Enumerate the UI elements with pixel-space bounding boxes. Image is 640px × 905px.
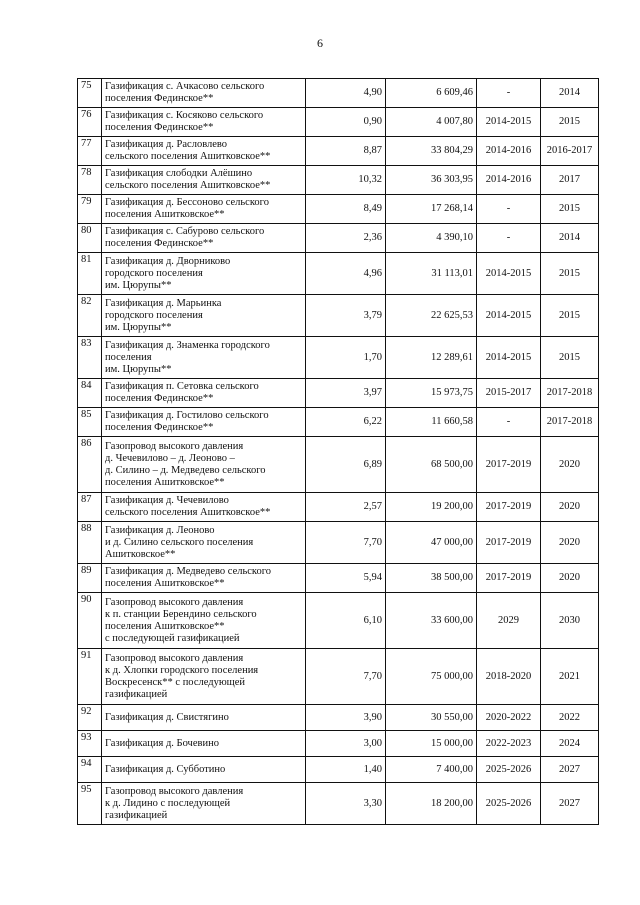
object-name: Газификация с. Сабурово сельского поселения Фединское**	[102, 224, 306, 253]
year-value: 2017-2018	[541, 379, 599, 408]
cost-value: 33 804,29	[386, 137, 477, 166]
row-number: 86	[78, 437, 102, 493]
table-row	[78, 649, 599, 705]
length-value: 7,70	[306, 522, 386, 564]
cost-value: 33 600,00	[386, 593, 477, 649]
table-row	[78, 493, 599, 522]
cost-value: 19 200,00	[386, 493, 477, 522]
length-value: 3,00	[306, 731, 386, 757]
length-value: 1,40	[306, 757, 386, 783]
object-name: Газификация п. Сетовка сельского поселения Фединское**	[102, 379, 306, 408]
period-value: 2020-2022	[477, 705, 541, 731]
row-number: 79	[78, 195, 102, 224]
row-number: 87	[78, 493, 102, 522]
object-name: Газификация д. Чечевилово сельского поселения Ашитковское**	[102, 493, 306, 522]
length-value: 2,57	[306, 493, 386, 522]
length-value: 5,94	[306, 564, 386, 593]
period-value: 2014-2016	[477, 137, 541, 166]
object-name: Газопровод высокого давления к п. станции Берендино сельского поселения Ашитковское** с последующей газификацией	[102, 593, 306, 649]
year-value: 2020	[541, 522, 599, 564]
object-name: Газопровод высокого давления к д. Лидино с последующей газификацией	[102, 783, 306, 825]
cost-value: 15 973,75	[386, 379, 477, 408]
period-value: 2014-2015	[477, 337, 541, 379]
row-number: 88	[78, 522, 102, 564]
cost-value: 6 609,46	[386, 79, 477, 108]
length-value: 0,90	[306, 108, 386, 137]
table-row	[78, 379, 599, 408]
object-name: Газификация д. Субботино	[102, 757, 306, 783]
period-value: 2014-2015	[477, 253, 541, 295]
row-number: 91	[78, 649, 102, 705]
cost-value: 36 303,95	[386, 166, 477, 195]
year-value: 2021	[541, 649, 599, 705]
year-value: 2027	[541, 783, 599, 825]
object-name: Газификация д. Леоново и д. Силино сельского поселения Ашитковское**	[102, 522, 306, 564]
row-number: 90	[78, 593, 102, 649]
year-value: 2017	[541, 166, 599, 195]
object-name: Газопровод высокого давления к д. Хлопки городского поселения Воскресенск** с последующей газификацией	[102, 649, 306, 705]
cost-value: 18 200,00	[386, 783, 477, 825]
object-name: Газификация д. Знаменка городского поселения им. Цюрупы**	[102, 337, 306, 379]
length-value: 4,90	[306, 79, 386, 108]
row-number: 85	[78, 408, 102, 437]
row-number: 78	[78, 166, 102, 195]
year-value: 2020	[541, 564, 599, 593]
period-value: 2017-2019	[477, 437, 541, 493]
cost-value: 7 400,00	[386, 757, 477, 783]
cost-value: 4 390,10	[386, 224, 477, 253]
cost-value: 22 625,53	[386, 295, 477, 337]
length-value: 3,30	[306, 783, 386, 825]
cost-value: 4 007,80	[386, 108, 477, 137]
table-row	[78, 195, 599, 224]
object-name: Газификация слободки Алёшино сельского поселения Ашитковское**	[102, 166, 306, 195]
length-value: 4,96	[306, 253, 386, 295]
period-value: 2017-2019	[477, 493, 541, 522]
table-row	[78, 79, 599, 108]
period-value: -	[477, 408, 541, 437]
row-number: 95	[78, 783, 102, 825]
length-value: 6,22	[306, 408, 386, 437]
table-row	[78, 705, 599, 731]
table-row	[78, 137, 599, 166]
length-value: 3,79	[306, 295, 386, 337]
object-name: Газификация д. Медведево сельского поселения Ашитковское**	[102, 564, 306, 593]
period-value: -	[477, 224, 541, 253]
object-name: Газификация д. Бочевино	[102, 731, 306, 757]
table-row	[78, 783, 599, 825]
period-value: 2014-2015	[477, 295, 541, 337]
cost-value: 68 500,00	[386, 437, 477, 493]
length-value: 1,70	[306, 337, 386, 379]
year-value: 2014	[541, 79, 599, 108]
cost-value: 17 268,14	[386, 195, 477, 224]
cost-value: 30 550,00	[386, 705, 477, 731]
row-number: 92	[78, 705, 102, 731]
table-row	[78, 295, 599, 337]
cost-value: 12 289,61	[386, 337, 477, 379]
length-value: 2,36	[306, 224, 386, 253]
cost-value: 15 000,00	[386, 731, 477, 757]
cost-value: 11 660,58	[386, 408, 477, 437]
year-value: 2015	[541, 337, 599, 379]
row-number: 94	[78, 757, 102, 783]
length-value: 8,49	[306, 195, 386, 224]
length-value: 3,90	[306, 705, 386, 731]
table-row	[78, 337, 599, 379]
object-name: Газификация с. Ачкасово сельского поселения Фединское**	[102, 79, 306, 108]
period-value: 2022-2023	[477, 731, 541, 757]
object-name: Газификация д. Марьинка городского поселения им. Цюрупы**	[102, 295, 306, 337]
year-value: 2020	[541, 493, 599, 522]
table-row	[78, 564, 599, 593]
cost-value: 47 000,00	[386, 522, 477, 564]
year-value: 2017-2018	[541, 408, 599, 437]
table-row	[78, 108, 599, 137]
year-value: 2015	[541, 253, 599, 295]
length-value: 10,32	[306, 166, 386, 195]
table-row	[78, 593, 599, 649]
row-number: 84	[78, 379, 102, 408]
length-value: 6,10	[306, 593, 386, 649]
period-value: 2014-2016	[477, 166, 541, 195]
table-row	[78, 224, 599, 253]
period-value: 2014-2015	[477, 108, 541, 137]
object-name: Газификация д. Дворниково городского поселения им. Цюрупы**	[102, 253, 306, 295]
cost-value: 75 000,00	[386, 649, 477, 705]
year-value: 2014	[541, 224, 599, 253]
table-row	[78, 731, 599, 757]
row-number: 82	[78, 295, 102, 337]
year-value: 2016-2017	[541, 137, 599, 166]
row-number: 80	[78, 224, 102, 253]
row-number: 83	[78, 337, 102, 379]
period-value: -	[477, 195, 541, 224]
period-value: 2017-2019	[477, 564, 541, 593]
length-value: 8,87	[306, 137, 386, 166]
period-value: 2015-2017	[477, 379, 541, 408]
table-row	[78, 757, 599, 783]
year-value: 2015	[541, 195, 599, 224]
row-number: 76	[78, 108, 102, 137]
table-row	[78, 522, 599, 564]
period-value: 2017-2019	[477, 522, 541, 564]
length-value: 3,97	[306, 379, 386, 408]
page-number: 6	[317, 36, 323, 50]
year-value: 2022	[541, 705, 599, 731]
row-number: 93	[78, 731, 102, 757]
year-value: 2027	[541, 757, 599, 783]
table-body	[78, 79, 599, 825]
cost-value: 31 113,01	[386, 253, 477, 295]
object-name: Газификация д. Расловлево сельского поселения Ашитковское**	[102, 137, 306, 166]
year-value: 2020	[541, 437, 599, 493]
length-value: 7,70	[306, 649, 386, 705]
table-row	[78, 166, 599, 195]
period-value: 2025-2026	[477, 783, 541, 825]
period-value: 2029	[477, 593, 541, 649]
period-value: -	[477, 79, 541, 108]
year-value: 2015	[541, 108, 599, 137]
year-value: 2024	[541, 731, 599, 757]
year-value: 2015	[541, 295, 599, 337]
table-row	[78, 437, 599, 493]
object-name: Газификация д. Бессоново сельского поселения Ашитковское**	[102, 195, 306, 224]
row-number: 81	[78, 253, 102, 295]
period-value: 2025-2026	[477, 757, 541, 783]
table-row	[78, 408, 599, 437]
table-row	[78, 253, 599, 295]
gasification-table	[77, 78, 599, 825]
length-value: 6,89	[306, 437, 386, 493]
object-name: Газификация д. Гостилово сельского поселения Фединское**	[102, 408, 306, 437]
row-number: 75	[78, 79, 102, 108]
period-value: 2018-2020	[477, 649, 541, 705]
object-name: Газификация с. Косяково сельского поселения Фединское**	[102, 108, 306, 137]
year-value: 2030	[541, 593, 599, 649]
object-name: Газификация д. Свистягино	[102, 705, 306, 731]
row-number: 77	[78, 137, 102, 166]
cost-value: 38 500,00	[386, 564, 477, 593]
row-number: 89	[78, 564, 102, 593]
object-name: Газопровод высокого давления д. Чечевилово – д. Леоново – д. Силино – д. Медведево сельского поселения Ашитковское**	[102, 437, 306, 493]
